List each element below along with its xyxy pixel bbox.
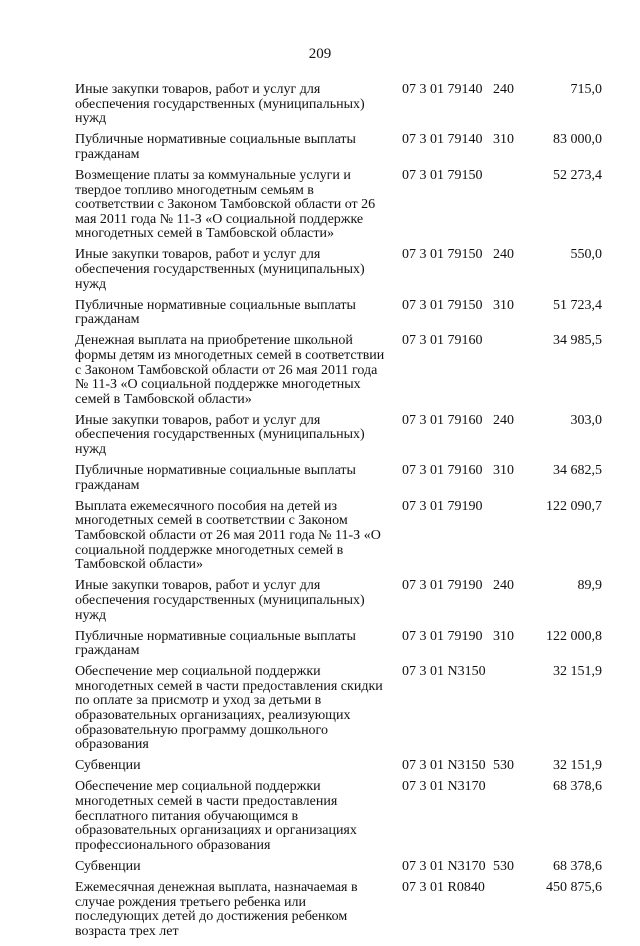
table-row xyxy=(75,579,602,623)
table-row xyxy=(75,83,602,127)
row-name: Обеспечение мер социальной поддержки многодетных семей в части предоставления скидки по оплате за присмотр и уход за детьми в образовательных организациях, реализующих образовательную программу дошкольного образования xyxy=(75,664,383,753)
row-code: 07 3 01 79160 xyxy=(402,463,483,479)
table-row xyxy=(75,133,602,162)
table-row xyxy=(75,759,602,774)
row-expense-type: 530 xyxy=(493,758,514,774)
row-code: 07 3 01 R0840 xyxy=(402,880,485,895)
table-row xyxy=(75,299,602,328)
row-amount: 122 090,7 xyxy=(546,498,602,514)
table-row xyxy=(75,248,602,292)
row-name: Выплата ежемесячного пособия на детей из многодетных семей в соответствии с Законом Тамбовской области от 26 мая 2011 года № 11-З «О социальной поддержке многодетных семей в Тамбовской области» xyxy=(75,498,381,573)
row-code: 07 3 01 79150 xyxy=(402,167,483,183)
row-amount: 32 151,9 xyxy=(553,664,602,680)
row-expense-type: 240 xyxy=(493,412,514,428)
row-name: Денежная выплата на приобретение школьной формы детям из многодетных семей в соответствии с Законом Тамбовской области от 26 мая 2011 года № 11-З «О социальной поддержке многодетных семей в Тамбовской области» xyxy=(75,333,385,407)
page-number: 209 xyxy=(308,46,332,62)
row-code: 07 3 01 79150 xyxy=(402,297,483,313)
row-amount: 68 378,6 xyxy=(553,858,602,874)
row-code: 07 3 01 N3150 xyxy=(402,664,486,680)
row-expense-type: 310 xyxy=(493,463,514,479)
row-amount: 68 378,6 xyxy=(553,779,602,795)
row-code: 07 3 01 79140 xyxy=(402,82,483,97)
row-code: 07 3 01 79140 xyxy=(402,132,483,148)
row-expense-type: 310 xyxy=(493,628,514,644)
budget-table xyxy=(75,83,602,946)
row-code: 07 3 01 79150 xyxy=(402,247,483,263)
row-expense-type: 240 xyxy=(493,247,514,263)
table-row xyxy=(75,665,602,753)
row-expense-type: 310 xyxy=(493,132,514,148)
table-row xyxy=(75,500,602,573)
row-code: 07 3 01 79190 xyxy=(402,578,483,594)
table-row xyxy=(75,464,602,493)
table-row xyxy=(75,169,602,242)
row-expense-type: 240 xyxy=(493,578,514,594)
row-amount: 83 000,0 xyxy=(553,132,602,148)
row-expense-type: 530 xyxy=(493,858,514,874)
row-name: Публичные нормативные социальные выплаты гражданам xyxy=(75,132,356,162)
row-amount: 550,0 xyxy=(570,247,602,263)
row-code: 07 3 01 N3170 xyxy=(402,858,486,874)
row-name: Возмещение платы за коммунальные услуги и твердое топливо многодетным семьям в соответствии с Законом Тамбовской области от 26 мая 2011 года № 11-З «О социальной поддержке многодетных семей в Тамбовской области» xyxy=(75,167,376,242)
row-expense-type: 240 xyxy=(493,82,514,97)
row-amount: 122 000,8 xyxy=(546,628,602,644)
table-row xyxy=(75,630,602,659)
row-name: Иные закупки товаров, работ и услуг для обеспечения государственных (муниципальных) нужд xyxy=(75,578,365,623)
row-name: Иные закупки товаров, работ и услуг для обеспечения государственных (муниципальных) нужд xyxy=(75,247,365,292)
table-row xyxy=(75,334,602,407)
row-code: 07 3 01 N3170 xyxy=(402,779,486,795)
row-amount: 89,9 xyxy=(577,578,602,594)
row-code: 07 3 01 79160 xyxy=(402,412,483,428)
row-amount: 51 723,4 xyxy=(553,297,602,313)
row-name: Публичные нормативные социальные выплаты гражданам xyxy=(75,463,356,493)
row-code: 07 3 01 N3150 xyxy=(402,758,486,774)
row-name: Обеспечение мер социальной поддержки многодетных семей в части предоставления бесплатного питания обучающимся в образовательных организациях и организациях профессионального образования xyxy=(75,779,357,853)
row-amount: 52 273,4 xyxy=(553,167,602,183)
row-amount: 303,0 xyxy=(570,412,602,428)
row-amount: 34 682,5 xyxy=(553,463,602,479)
row-name: Ежемесячная денежная выплата, назначаемая в случае рождения третьего ребенка или последующих детей до достижения ребенком возраста трех лет xyxy=(75,880,358,939)
table-row xyxy=(75,780,602,853)
row-name: Субвенции xyxy=(75,758,141,774)
row-code: 07 3 01 79190 xyxy=(402,498,483,514)
table-row xyxy=(75,414,602,458)
row-name: Публичные нормативные социальные выплаты гражданам xyxy=(75,297,356,328)
row-name: Публичные нормативные социальные выплаты гражданам xyxy=(75,628,356,659)
table-row xyxy=(75,881,602,939)
row-amount: 34 985,5 xyxy=(553,333,602,349)
row-code: 07 3 01 79160 xyxy=(402,333,483,349)
row-name: Субвенции xyxy=(75,858,141,874)
row-name: Иные закупки товаров, работ и услуг для обеспечения государственных (муниципальных) нужд xyxy=(75,82,365,127)
row-expense-type: 310 xyxy=(493,297,514,313)
table-row xyxy=(75,860,602,875)
row-name: Иные закупки товаров, работ и услуг для обеспечения государственных (муниципальных) нужд xyxy=(75,412,365,458)
row-amount: 715,0 xyxy=(570,82,602,97)
row-amount: 450 875,6 xyxy=(546,880,602,895)
row-code: 07 3 01 79190 xyxy=(402,628,483,644)
row-amount: 32 151,9 xyxy=(553,758,602,774)
